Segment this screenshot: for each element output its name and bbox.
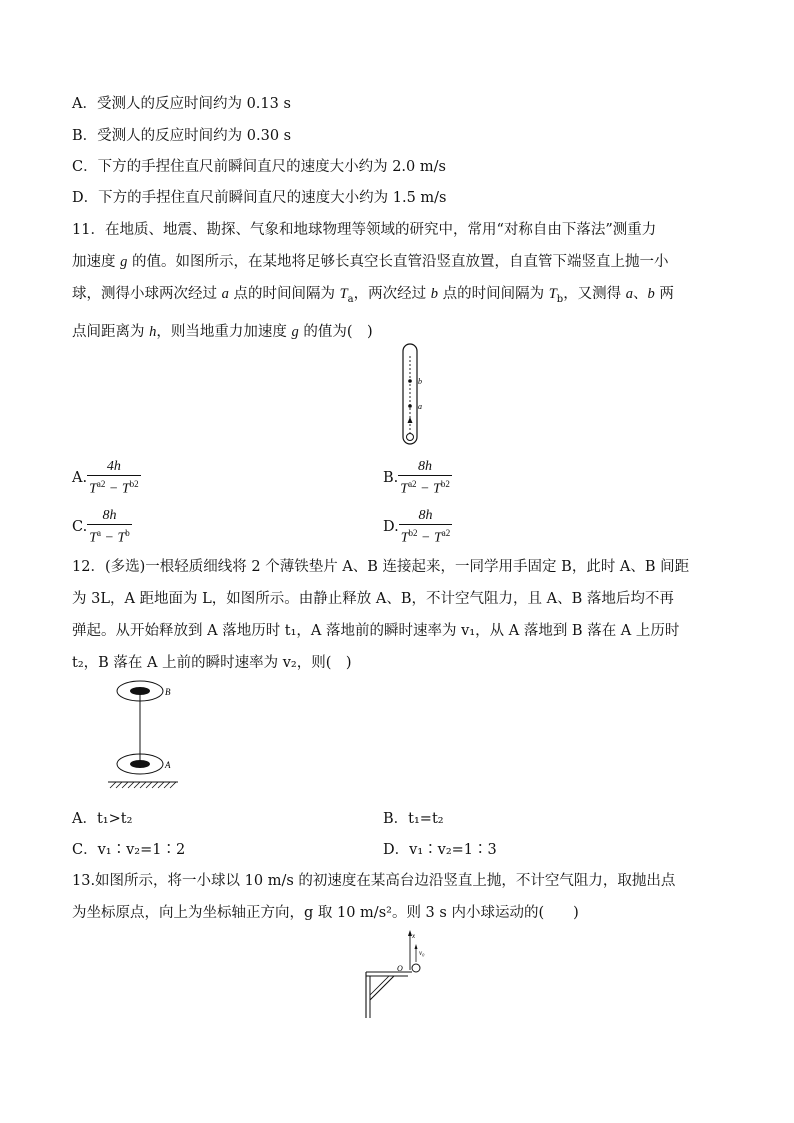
- point-a: [408, 404, 412, 408]
- q10-option-c: C．下方的手捏住直尺前瞬间直尺的速度大小约为 2.0 m/s: [72, 159, 446, 175]
- q11-line-1: 11．在地质、地震、勘探、气象和地球物理等领域的研究中，常用“对称自由下落法”测重力: [72, 222, 657, 238]
- label-O: O: [397, 964, 403, 973]
- label-a: a: [418, 402, 422, 411]
- q13-line-2: 为坐标原点，向上为坐标轴正方向，g 取 10 m/s²。则 3 s 内小球运动的( ): [72, 905, 579, 921]
- upward-arrow-icon: [408, 417, 413, 423]
- q11-option-c: C. $\frac{8h}{T^a - T^b}$: [72, 508, 130, 546]
- q12-option-a: A．t₁>t₂: [72, 811, 133, 827]
- q11-line-3: 球，测得小球两次经过 a 点的时间间隔为 $T_a$，两次经过 b 点的时间间隔为 $T_b$，又测得 a、b 两: [72, 286, 674, 305]
- q11-option-a: A. $\frac{4h}{T^{a2} - T^{b2}}$: [72, 459, 139, 497]
- q12-stem: [72, 551, 724, 679]
- platform-brace: [370, 976, 394, 1000]
- q13-stem: [72, 865, 724, 929]
- label-v0: v₀: [419, 949, 425, 957]
- label-B: B: [165, 687, 171, 697]
- q13-line-1: 13.如图所示，将一小球以 10 m/s 的初速度在某高台边沿竖直上抛，不计空气阻力，取抛出点: [72, 873, 676, 889]
- q12-option-d: D．v₁∶v₂=1∶3: [383, 842, 497, 858]
- platform-brace-inner: [370, 976, 389, 995]
- q11-option-b: B. $\frac{8h}{T^{a2} - T^{b2}}$: [383, 459, 450, 497]
- q12-washers-figure: [106, 676, 196, 800]
- q12-line-4: t₂，B 落在 A 上前的瞬时速率为 v₂，则( ): [72, 655, 352, 671]
- washer-a-hole: [130, 760, 150, 768]
- q12-line-1: 12．(多选)一根轻质细线将 2 个薄铁垫片 A、B 连接起来，一同学用手固定 B，此时 A、B 间距: [72, 559, 690, 575]
- q11-stem: [72, 214, 724, 348]
- q12-option-c: C．v₁∶v₂=1∶2: [72, 842, 186, 858]
- ball: [407, 434, 414, 441]
- q10-option-d: D．下方的手捏住直尺前瞬间直尺的速度大小约为 1.5 m/s: [72, 190, 447, 206]
- q11-line-4: 点间距离为 h，则当地重力加速度 g 的值为( ): [72, 323, 373, 340]
- label-x: x: [412, 932, 416, 940]
- q11-option-d: D. $\frac{8h}{T^{b2} - T^{a2}}$: [383, 508, 451, 546]
- velocity-arrow-icon: [415, 944, 418, 949]
- q10-option-a: A．受测人的反应时间约为 0.13 s: [72, 96, 291, 112]
- q13-platform-figure: [360, 928, 430, 1020]
- q12-line-3: 弹起。从开始释放到 A 落地历时 t₁，A 落地前的瞬时速率为 v₁，从 A 落地到 B 落在 A 上历时: [72, 623, 680, 639]
- q11-line-2: 加速度 g 的值。如图所示，在某地将足够长真空长直管沿竖直放置，自直管下端竖直上抛一小: [72, 254, 669, 270]
- q11-tube-figure: [396, 342, 436, 448]
- q12-line-2: 为 3L，A 距地面为 L，如图所示。由静止释放 A、B，不计空气阻力，且 A、B 落地后均不再: [72, 591, 674, 607]
- q12-option-b: B．t₁=t₂: [383, 811, 444, 827]
- ground-hatching: [110, 782, 176, 788]
- label-b: b: [418, 377, 422, 386]
- q10-option-b: B．受测人的反应时间约为 0.30 s: [72, 128, 292, 144]
- ball: [412, 964, 420, 972]
- label-A: A: [165, 760, 171, 770]
- point-b: [408, 379, 412, 383]
